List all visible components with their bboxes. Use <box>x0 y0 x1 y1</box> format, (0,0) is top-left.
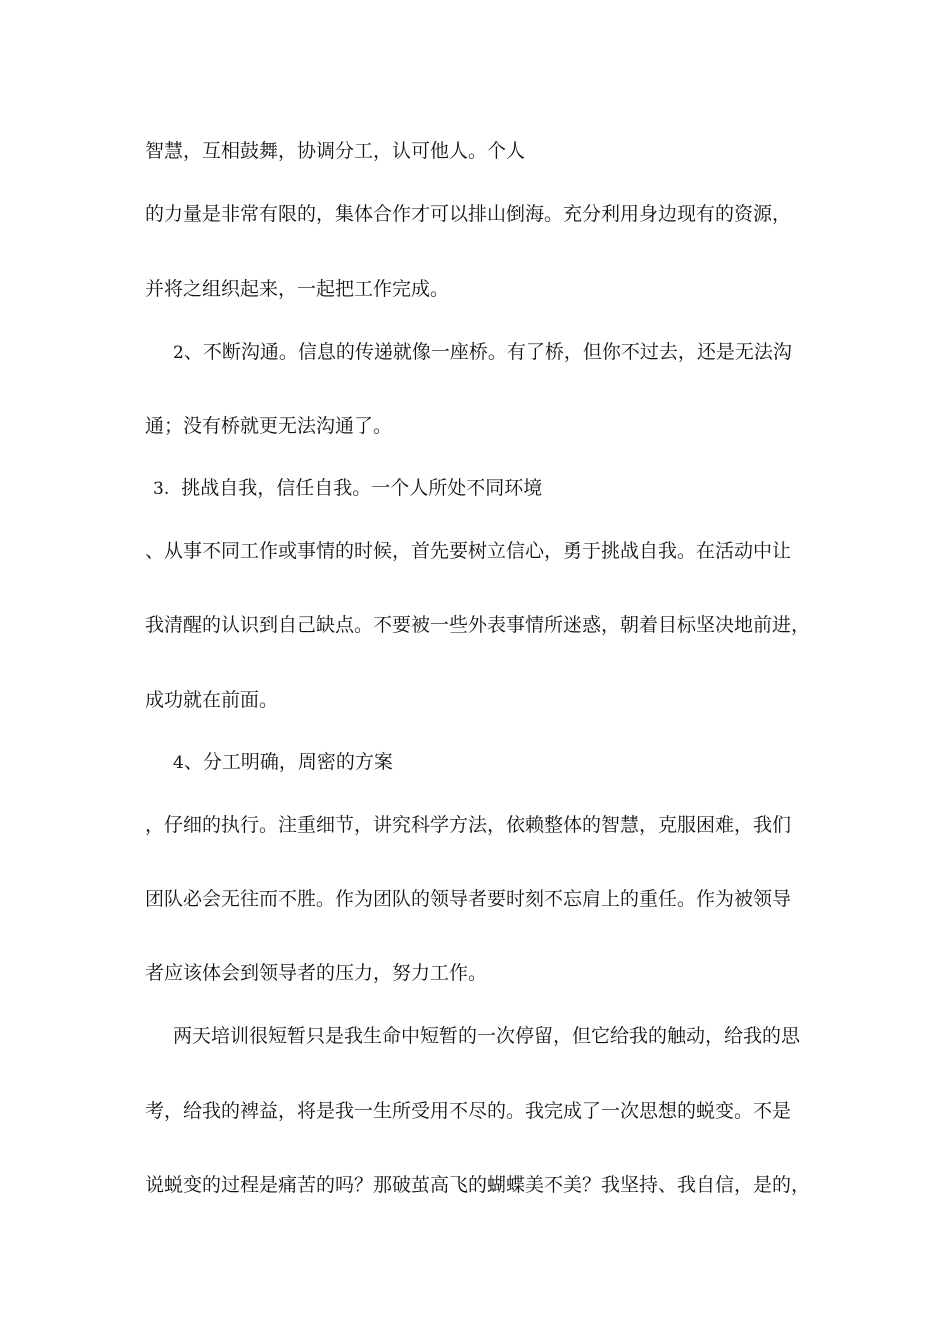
text-line: 并将之组织起来，一起把工作完成。 <box>145 278 450 300</box>
list-item-4 <box>173 750 393 775</box>
text-line: 团队必会无往而不胜。作为团队的领导者要时刻不忘肩上的重任。作为被领导 <box>145 888 792 910</box>
text-line: 、不断沟通。信息的传递就像一座桥。有了桥，但你不过去，还是无法沟 <box>183 341 792 363</box>
text-line: ，仔细的执行。注重细节，讲究科学方法，依赖整体的智慧，克服困难，我们 <box>145 814 792 836</box>
text-line: 我清醒的认识到自己缺点。不要被一些外表事情所迷惑，朝着目标坚决地前进， <box>145 614 811 636</box>
text-line: 的力量是非常有限的，集体合作才可以排山倒海。充分利用身边现有的资源， <box>145 203 792 225</box>
text-line: 智慧，互相鼓舞，协调分工，认可他人。个人 <box>145 140 526 162</box>
text-line: 、分工明确，周密的方案 <box>183 751 393 773</box>
list-number: 4 <box>173 753 184 773</box>
text-line: 挑战自我，信任自我。一个人所处不同环境 <box>181 477 543 499</box>
list-item-3 <box>153 476 542 501</box>
text-line: 说蜕变的过程是痛苦的吗？那破茧高飞的蝴蝶美不美？我坚持、我自信，是的， <box>145 1174 811 1196</box>
list-number: 2 <box>173 343 184 363</box>
list-number: 3. <box>153 479 170 499</box>
text-line: 成功就在前面。 <box>145 689 279 711</box>
text-line: 、从事不同工作或事情的时候，首先要树立信心，勇于挑战自我。在活动中让 <box>145 540 792 562</box>
list-item-2 <box>173 340 792 365</box>
text-line: 两天培训很短暂只是我生命中短暂的一次停留，但它给我的触动，给我的思 <box>173 1025 801 1047</box>
text-line: 者应该体会到领导者的压力，努力工作。 <box>145 962 488 984</box>
text-line: 通；没有桥就更无法沟通了。 <box>145 415 393 437</box>
text-line: 考，给我的裨益，将是我一生所受用不尽的。我完成了一次思想的蜕变。不是 <box>145 1100 792 1122</box>
